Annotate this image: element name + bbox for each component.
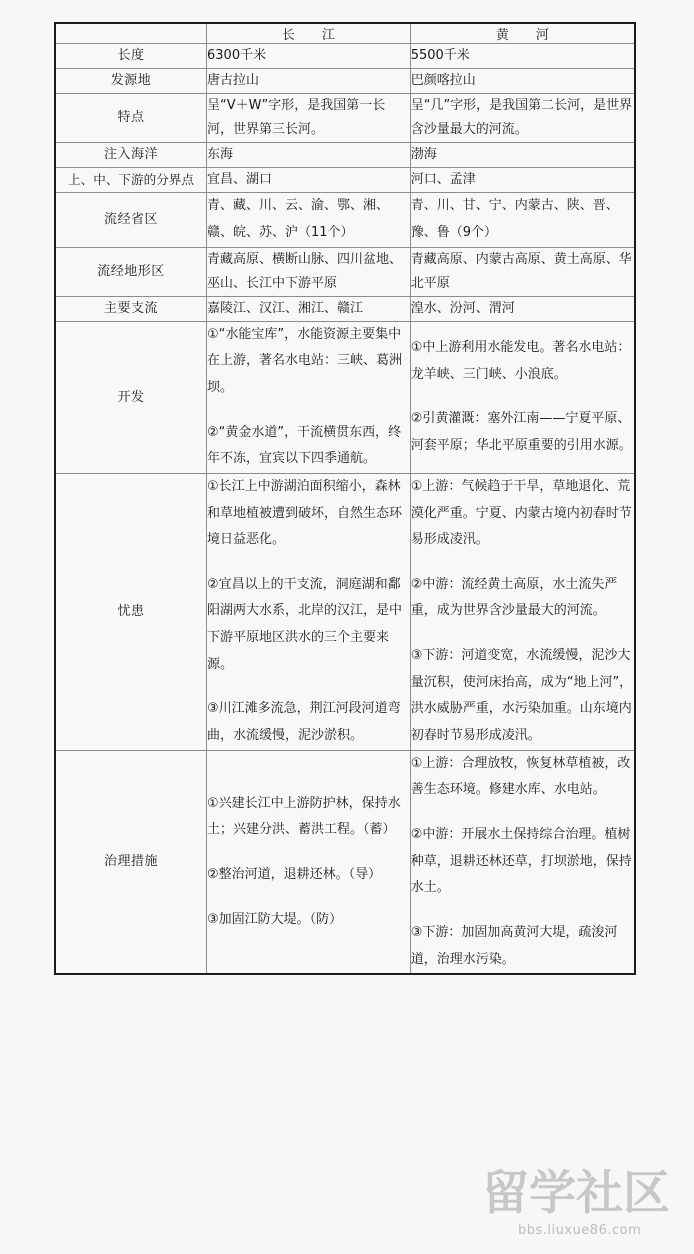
cell-measures-yangtze <box>207 750 411 974</box>
table-row <box>55 69 635 94</box>
cell-source-yangtze: 唐古拉山 <box>207 69 411 94</box>
row-label-concerns: 忧患 <box>55 473 207 750</box>
row-label-length: 长度 <box>55 44 207 69</box>
cell-source-yellow: 巴颜喀拉山 <box>410 69 635 94</box>
cell-features-yellow: 呈“几”字形，是我国第二长河，是世界含沙量最大的河流。 <box>410 94 635 143</box>
table-row <box>55 193 635 247</box>
row-label-tributaries: 主要支流 <box>55 296 207 321</box>
cell-development-yellow <box>410 321 635 473</box>
paragraph: ①中上游利用水能发电。著名水电站：龙羊峡、三门峡、小浪底。 <box>410 340 631 382</box>
cell-provinces-yellow: 青、川、甘、宁、内蒙古、陕、晋、豫、鲁（9个） <box>410 193 635 247</box>
cell-concerns-yellow <box>410 473 635 750</box>
table-row <box>55 94 635 143</box>
paragraph: ①上游：合理放牧，恢复林草植被，改善生态环境。修建水库、水电站。 <box>410 755 631 798</box>
cell-tributaries-yellow: 湟水、汾河、渭河 <box>410 296 635 321</box>
header-yellow-river: 黄 河 <box>410 23 635 44</box>
table-row <box>55 247 635 296</box>
cell-features-yangtze: 呈“V＋W”字形，是我国第一长河，世界第三长河。 <box>207 94 411 143</box>
paragraph: ③下游：加固加高黄河大堤，疏浚河道，治理水污染。 <box>410 924 618 967</box>
paragraph: ②引黄灌溉：塞外江南——宁夏平原、河套平原；华北平原重要的引用水源。 <box>410 411 632 453</box>
table-row <box>55 473 635 750</box>
watermark-url-text: bbs.liuxue86.com <box>518 1223 642 1238</box>
row-label-provinces: 流经省区 <box>55 193 207 247</box>
site-watermark <box>482 1166 688 1252</box>
paragraph: ①长江上中游湖泊面积缩小，森林和草地植被遭到破坏，自然生态环境日益恶化。 <box>207 478 403 548</box>
paragraph: ③川江滩多流急，荆江河段河道弯曲，水流缓慢，泥沙淤积。 <box>207 701 401 744</box>
cell-measures-yellow <box>410 750 635 974</box>
cell-sea-outlet-yellow: 渤海 <box>410 143 635 168</box>
row-label-landforms: 流经地形区 <box>55 247 207 296</box>
paragraph: ③加固江防大堤。（防） <box>207 911 343 927</box>
table-row <box>55 143 635 168</box>
comparison-table-container <box>54 22 636 975</box>
cell-concerns-yangtze <box>207 473 411 750</box>
paragraph: ①上游：气候趋于干旱，草地退化、荒漠化严重。宁夏、内蒙古境内初春时节易形成凌汛。 <box>410 478 632 548</box>
yangtze-yellow-river-comparison-table <box>54 22 636 975</box>
paragraph: ②中游：开展水土保持综合治理。植树种草，退耕还林还草，打坝淤地，保持水土。 <box>410 826 632 896</box>
paragraph: ②宜昌以上的干支流，洞庭湖和鄱阳湖两大水系，北岸的汉江，是中下游平原地区洪水的三个主要来源。 <box>207 576 403 672</box>
row-label-reach-dividing-points: 上、中、下游的分界点 <box>55 168 207 193</box>
table-row <box>55 44 635 69</box>
cell-landforms-yellow: 青藏高原、内蒙古高原、黄土高原、华北平原 <box>410 247 635 296</box>
header-yangtze: 长 江 <box>207 23 411 44</box>
row-label-features: 特点 <box>55 94 207 143</box>
header-corner-cell <box>55 23 207 44</box>
paragraph: ①兴建长江中上游防护林，保持水土；兴建分洪、蓄洪工程。（蓄） <box>207 795 401 838</box>
table-row <box>55 168 635 193</box>
row-label-source: 发源地 <box>55 69 207 94</box>
paragraph: ①“水能宝库”，水能资源主要集中在上游，著名水电站：三峡、葛洲坝。 <box>207 326 403 395</box>
paragraph: ③下游：河道变宽，水流缓慢，泥沙大量沉积，使河床抬高，成为“地上河”，洪水威胁严重，水污染加重。山东境内初春时节易形成凌汛。 <box>410 648 633 744</box>
table-row <box>55 296 635 321</box>
cell-landforms-yangtze: 青藏高原、横断山脉、四川盆地、巫山、长江中下游平原 <box>207 247 411 296</box>
paragraph: ②“黄金水道”，干流横贯东西，终年不冻，宜宾以下四季通航。 <box>207 424 402 467</box>
watermark-brand-text: 留学社区 <box>482 1166 670 1221</box>
cell-sea-outlet-yangtze: 东海 <box>207 143 411 168</box>
cell-dividing-points-yangtze: 宜昌、湖口 <box>207 168 411 193</box>
paragraph: ②中游：流经黄土高原，水土流失严重，成为世界含沙量最大的河流。 <box>410 576 618 619</box>
table-row <box>55 321 635 473</box>
row-label-management-measures: 治理措施 <box>55 750 207 974</box>
cell-length-yellow: 5500千米 <box>410 44 635 69</box>
cell-provinces-yangtze: 青、藏、川、云、渝、鄂、湘、赣、皖、苏、沪（11个） <box>207 193 411 247</box>
cell-tributaries-yangtze: 嘉陵江、汉江、湘江、赣江 <box>207 296 411 321</box>
cell-development-yangtze <box>207 321 411 473</box>
paragraph: ②整治河道，退耕还林。（导） <box>207 866 382 882</box>
table-header-row <box>55 23 635 44</box>
row-label-development: 开发 <box>55 321 207 473</box>
cell-length-yangtze: 6300千米 <box>207 44 411 69</box>
row-label-sea-outlet: 注入海洋 <box>55 143 207 168</box>
table-row <box>55 750 635 974</box>
cell-dividing-points-yellow: 河口、孟津 <box>410 168 635 193</box>
